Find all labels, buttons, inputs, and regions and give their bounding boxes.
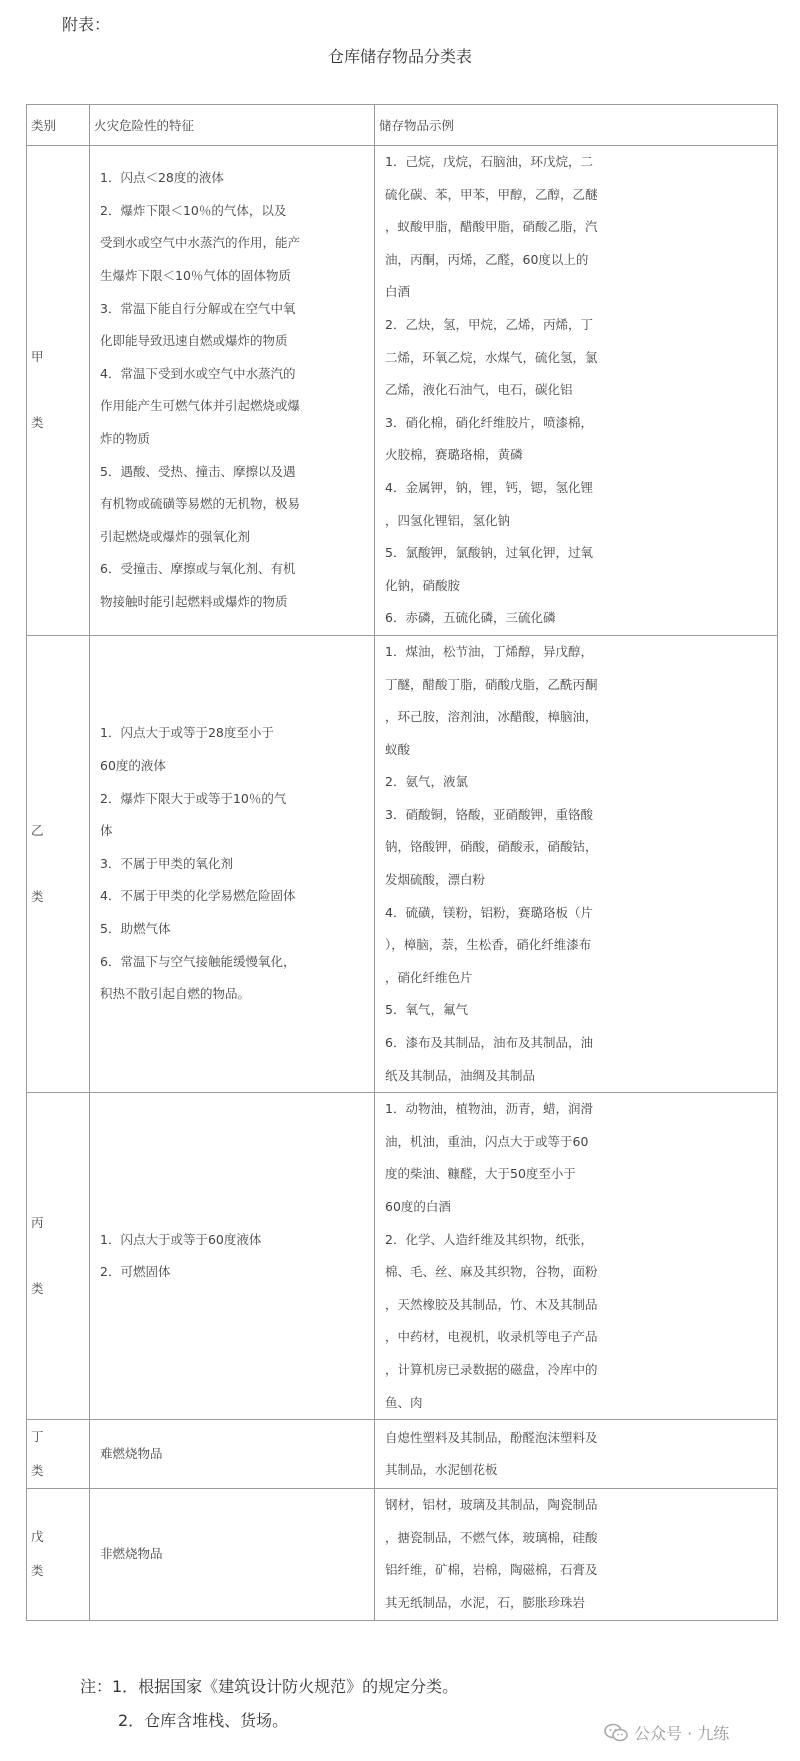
example-line: 鱼、肉	[385, 1394, 423, 1410]
feature-line: 3．常温下能自行分解或在空气中氧	[100, 300, 296, 316]
example-line: 其制品，水泥刨花板	[385, 1462, 498, 1478]
example-line: ，四氢化锂铝，氢化钠	[385, 512, 511, 528]
feature-line: 难燃烧物品	[100, 1445, 163, 1461]
feature-line: 体	[100, 823, 113, 839]
examples-cell	[375, 1093, 778, 1420]
example-line: 化钠，硝酸胺	[385, 577, 461, 593]
feature-line: 4．不属于甲类的化学易燃危险固体	[100, 888, 296, 904]
feature-line: 6．受撞击、摩擦或与氧化剂、有机	[100, 561, 296, 577]
feature-line: 积热不散引起自燃的物品。	[100, 986, 251, 1002]
example-line: 钠，铬酸钾，硝酸，硝酸汞，硝酸钴，	[385, 839, 598, 855]
example-line: 2．化学、人造纤维及其织物，纸张，	[385, 1231, 593, 1247]
example-line: 5．氯酸钾，氯酸钠，过氧化钾，过氧	[385, 545, 593, 561]
category-label: 类	[31, 415, 44, 431]
example-line: ），樟脑，萘，生松香，硝化纤维漆布	[385, 937, 592, 953]
feature-line: 3．不属于甲类的氧化剂	[100, 855, 233, 871]
example-line: 棉、毛、丝、麻及其织物，谷物，面粉	[385, 1264, 598, 1280]
example-line: 火胶棉，赛璐珞棉，黄磷	[385, 447, 523, 463]
feature-line: 引起燃烧或爆炸的强氧化剂	[100, 528, 251, 544]
example-line: 4．金属钾，钠，锂，钙，锶，氢化锂	[385, 479, 593, 495]
feature-line: 非燃烧物品	[100, 1546, 163, 1562]
page-title: 仓库储存物品分类表	[327, 47, 472, 66]
category-label: 乙	[31, 823, 44, 839]
category-label: 类	[31, 889, 44, 905]
feature-line: 1．闪点大于或等于28度至小于	[100, 725, 274, 741]
features-cell	[90, 1420, 375, 1489]
example-line: 硫化碳、苯，甲苯，甲醇，乙醇，乙醚	[385, 186, 598, 202]
examples-cell	[375, 1420, 778, 1489]
example-line: 油，机油，重油，闪点大于或等于60	[385, 1133, 589, 1149]
header-category: 类别	[27, 105, 90, 146]
example-line: ，搪瓷制品，不燃气体，玻璃棉，硅酸	[385, 1529, 598, 1545]
category-label: 丁	[31, 1429, 44, 1445]
example-line: ，计算机房已录数据的磁盘，冷库中的	[385, 1361, 598, 1377]
feature-line: 物接触时能引起燃料或爆炸的物质	[100, 594, 288, 610]
wechat-icon	[604, 1723, 628, 1743]
category-label: 甲	[31, 349, 44, 365]
example-line: ，中药材，电视机，收录机等电子产品	[385, 1329, 598, 1345]
storage-classification-table	[26, 104, 778, 1621]
example-line: 3．硝酸铜，铬酸，亚硝酸钾，重铬酸	[385, 806, 593, 822]
feature-line: 5．助燃气体	[100, 920, 171, 936]
example-line: 度的柴油、糠醛，大于50度至小于	[385, 1166, 576, 1182]
feature-line: 6．常温下与空气接触能缓慢氧化，	[100, 953, 296, 969]
feature-line: 受到水或空气中水蒸汽的作用，能产	[100, 235, 301, 251]
feature-line: 2．爆炸下限大于或等于10％的气	[100, 790, 287, 806]
category-cell	[27, 1420, 90, 1489]
example-line: 发烟硫酸，漂白粉	[385, 872, 486, 888]
example-line: ，天然橡胶及其制品，竹、木及其制品	[385, 1296, 598, 1312]
feature-line: 作用能产生可燃气体并引起燃烧或爆	[100, 398, 301, 414]
examples-cell	[375, 635, 778, 1092]
feature-line: 有机物或硫磺等易燃的无机物，极易	[100, 496, 301, 512]
example-line: 二烯，环氧乙烷，水煤气，硫化氢，氯	[385, 349, 598, 365]
feature-line: 炸的物质	[100, 431, 151, 447]
example-line: ，蚁酸甲脂，醋酸甲脂，硝酸乙脂，汽	[385, 219, 598, 235]
feature-line: 1．闪点大于或等于60度液体	[100, 1231, 262, 1247]
example-line: 2．氨气，液氯	[385, 774, 468, 790]
table-row	[27, 635, 778, 1092]
table-header-row	[27, 105, 778, 146]
watermark	[604, 1721, 729, 1744]
category-label: 戊	[31, 1529, 44, 1545]
example-line: 白酒	[385, 284, 411, 300]
note-1: 注：1．根据国家《建筑设计防火规范》的规定分类。	[80, 1677, 459, 1696]
example-line: 蚁酸	[385, 741, 411, 757]
example-line: 其无纸制品，水泥，石，膨胀珍珠岩	[385, 1594, 586, 1610]
example-line: 油，丙酮，丙烯，乙醛，60度以上的	[385, 251, 589, 267]
category-cell	[27, 635, 90, 1092]
example-line: 纸及其制品，油绸及其制品	[385, 1067, 536, 1083]
feature-line: 4．常温下受到水或空气中水蒸汽的	[100, 365, 296, 381]
watermark-text: 公众号 · 九练	[634, 1724, 730, 1743]
category-label: 类	[31, 1281, 44, 1297]
table-row	[27, 1093, 778, 1420]
table-row	[27, 146, 778, 636]
notes	[80, 1670, 458, 1738]
feature-line: 60度的液体	[100, 757, 166, 773]
category-label: 丙	[31, 1215, 44, 1231]
example-line: ，环己胺，溶剂油，冰醋酸，樟脑油，	[385, 709, 598, 725]
appendix-label: 附表：	[62, 15, 111, 34]
category-cell	[27, 146, 90, 636]
table-row	[27, 1489, 778, 1620]
header-features: 火灾危险性的特征	[90, 105, 375, 146]
features-cell	[90, 146, 375, 636]
example-line: 4．硫磺，镁粉，铝粉，赛璐珞板（片	[385, 904, 593, 920]
example-line: 钢材，铝材，玻璃及其制品，陶瓷制品	[385, 1497, 598, 1513]
examples-cell	[375, 1489, 778, 1620]
table-row	[27, 1420, 778, 1489]
example-line: 1．动物油，植物油，沥青，蜡，润滑	[385, 1101, 593, 1117]
category-label: 类	[31, 1563, 44, 1579]
example-line: 乙烯，液化石油气，电石，碳化铝	[385, 382, 573, 398]
feature-line: 5．遇酸、受热、撞击、摩擦以及遇	[100, 463, 296, 479]
example-line: 铝纤维，矿棉，岩棉，陶磁棉，石膏及	[385, 1562, 598, 1578]
feature-line: 2．可燃固体	[100, 1264, 171, 1280]
example-line: ，硝化纤维色片	[385, 969, 473, 985]
features-cell	[90, 635, 375, 1092]
features-cell	[90, 1489, 375, 1620]
example-line: 2．乙炔，氢，甲烷，乙烯，丙烯，丁	[385, 316, 593, 332]
feature-line: 生爆炸下限＜10％气体的固体物质	[100, 268, 291, 284]
example-line: 6．赤磷，五硫化磷，三硫化磷	[385, 610, 556, 626]
category-label: 类	[31, 1463, 44, 1479]
examples-cell	[375, 146, 778, 636]
example-line: 6．漆布及其制品，油布及其制品，油	[385, 1035, 593, 1051]
example-line: 60度的白酒	[385, 1199, 451, 1214]
example-line: 5．氧气，氟气	[385, 1002, 468, 1018]
example-line: 1．己烷，戊烷，石脑油，环戊烷，二	[385, 154, 593, 169]
feature-line: 2．爆炸下限＜10％的气体，以及	[100, 202, 287, 218]
category-cell	[27, 1489, 90, 1620]
features-cell	[90, 1093, 375, 1420]
example-line: 丁醚，醋酸丁脂，硝酸戊脂，乙酰丙酮	[385, 676, 598, 692]
feature-line: 1．闪点＜28度的液体	[100, 170, 224, 186]
example-line: 自熄性塑料及其制品，酚醛泡沫塑料及	[385, 1429, 598, 1445]
example-line: 3．硝化棉，硝化纤维胶片，喷漆棉，	[385, 414, 593, 430]
example-line: 1．煤油，松节油，丁烯醇，异戊醇，	[385, 643, 593, 659]
feature-line: 化即能导致迅速自燃或爆炸的物质	[100, 333, 288, 349]
category-cell	[27, 1093, 90, 1420]
note-2: 2．仓库含堆栈、货场。	[118, 1711, 289, 1730]
header-examples: 储存物品示例	[375, 105, 778, 146]
